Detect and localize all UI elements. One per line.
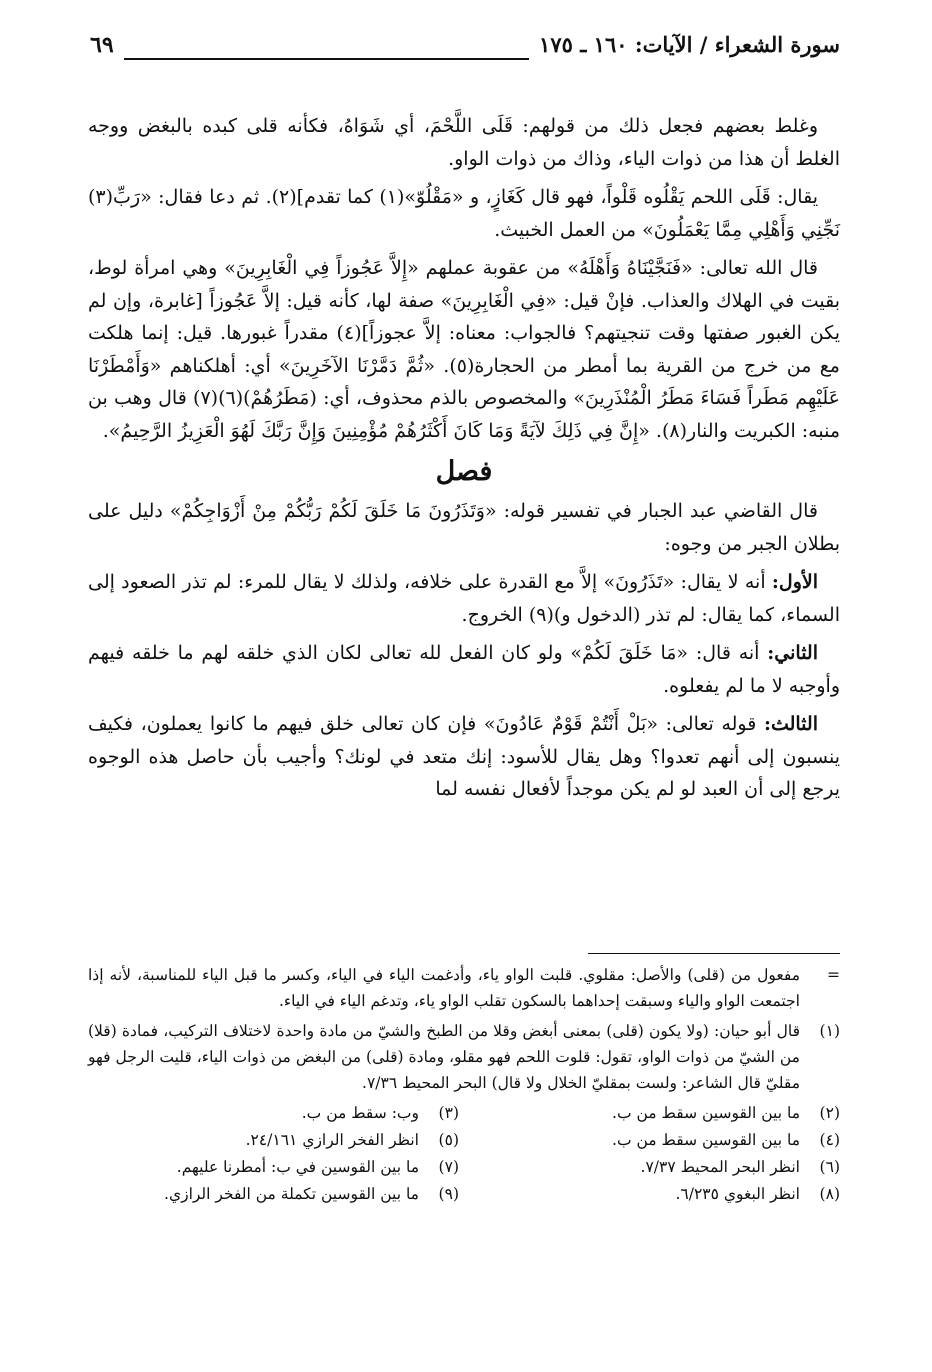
point-label-second: الثاني: <box>767 642 818 664</box>
footnote-text: ما بين القوسين تكملة من الفخر الرازي. <box>164 1185 419 1203</box>
footnote-2 <box>469 1100 840 1126</box>
footnote-text: وب: سقط من ب. <box>301 1104 419 1122</box>
footnote-text: ما بين القوسين سقط من ب. <box>612 1131 800 1149</box>
paragraph-2: يقال: قَلَى اللحم يَقْلُوه قَلْواً، فهو قال كَغَازٍ، و «مَقْلُوّ»(١) كما تقدم](٢). ثم دعا فقال: «رَبِّ(٣) نَجِّنِي وَأَهْلِي مِمَّا يَعْمَلُونَ» من العمل الخبيث. <box>88 186 840 241</box>
point-text-first: أنه لا يقال: «تَذَرُونَ» إلاَّ مع القدرة على خلافه، ولذلك لا يقال للمرء: لم تذر الصعود إلى السماء، كما يقال: لم تذر (الدخول و)(٩) الخروج. <box>88 571 840 626</box>
footnote-9 <box>88 1181 459 1207</box>
section-heading: فصل <box>435 456 493 487</box>
footnote-continuation <box>88 962 840 1014</box>
footnote-8 <box>469 1181 840 1207</box>
footnote-7 <box>88 1154 459 1180</box>
point-text-third: قوله تعالى: «بَلْ أَنْتُمْ قَوْمٌ عَادُونَ» فإن كان تعالى خلق فيهم ما كانوا يعملون، فكيف ينسبون إلى أنهم تعدوا؟ وهل يقال للأسود: إنك متعد في لونك؟ وأجيب بأن حاصل هذه الوجوه يرجع إلى أن العبد لو لم يكن موجداً لأفعال نفسه لما <box>88 713 840 800</box>
paragraph-7 <box>88 708 840 806</box>
footnote-text: انظر الفخر الرازي ٢٤/١٦١. <box>245 1131 419 1149</box>
footnote-mark: (٦) <box>819 1158 840 1176</box>
paragraph-3: قال الله تعالى: «فَنَجَّيْنَاهُ وَأَهْلَهُ» من عقوبة عملهم «إِلاَّ عَجُوزاً فِي الْغَابِرِينَ» وهي امرأة لوط، بقيت في الهلاك والعذاب. فإنْ قيل: «فِي الْغَابِرِينَ» صفة لها، كأنه قيل: إلاَّ عَجُوزاً [غابرة، وإن لم يكن الغبور صفتها وقت تنجيتهم؟ فالجواب: معناه: إلاَّ عجوزاً](٤) مقدراً غبورها. قيل: إنما هلكت مع من خرج من القرية بما أمطر من الحجارة(٥). «ثُمَّ دَمَّرْنَا الآخَرِينَ» أي: أهلكناهم «وَأَمْطَرْنَا عَلَيْهِم مَطَراً فَسَاءَ مَطَرُ الْمُنْذَرِينَ» والمخصوص بالذم محذوف، أي: (مَطَرُهُمْ)(٦)(٧) قال وهب بن منبه: الكبريت والنار(٨). «إِنَّ فِي ذَلِكَ لآيَةً وَمَا كَانَ أَكْثَرُهُمْ مُؤْمِنِينَ وَإِنَّ رَبَّكَ لَهُوَ الْعَزِيزُ الرَّحِيمُ». <box>88 257 840 442</box>
footnote-mark: (٤) <box>819 1131 840 1149</box>
footnote-text: ما بين القوسين في ب: أمطرنا عليهم. <box>176 1158 419 1176</box>
point-text-second: أنه قال: «مَا خَلَقَ لَكُمْ» ولو كان الفعل لله تعالى لكان الذي خلقه لهم ما خلقه فيهم وأوجبه لا ما لم يفعلوه. <box>88 642 840 697</box>
footnote-mark: (٨) <box>819 1185 840 1203</box>
running-header <box>90 30 840 64</box>
footnote-text: قال أبو حيان: (ولا يكون (قلى) بمعنى أبغض وقلا من الطبخ والشيّ من مادة واحدة لاختلاف التركيب، فمادة (قلا) من الشيّ من ذوات الواو، تقول: قلوت اللحم فهو مقلو، ومادة (قلى) من البغض من ذوات الياء، قليت الرجل فهو مقليّ قال الشاعر: ولست بمقليّ الخلال ولا قال) البحر المحيط ٧/٣٦. <box>88 1022 800 1092</box>
footnote-separator <box>588 953 840 954</box>
footnote-grid <box>88 1100 840 1207</box>
footnote-mark: (١) <box>819 1022 840 1040</box>
footnote-text: انظر البحر المحيط ٧/٣٧. <box>640 1158 800 1176</box>
main-text <box>88 110 840 812</box>
paragraph-6 <box>88 637 840 702</box>
footnote-4 <box>469 1127 840 1153</box>
footnote-text: ما بين القوسين سقط من ب. <box>612 1104 800 1122</box>
footnote-mark: (٩) <box>438 1185 459 1203</box>
paragraph-5 <box>88 566 840 631</box>
footnote-mark: (٣) <box>438 1104 459 1122</box>
footnote-3 <box>88 1100 459 1126</box>
footnote-text: مفعول من (قلى) والأصل: مقلوي. قلبت الواو ياء، وأدغمت الياء في الياء، وكسر ما قبل الياء للمناسبة، لأنه إذا اجتمعت الواو والياء وسبقت إحداهما بالسكون تقلب الواو ياء، وتدغم الياء في الياء. <box>88 966 800 1010</box>
footnote-mark: (٧) <box>438 1158 459 1176</box>
footnote-mark: (٥) <box>438 1131 459 1149</box>
footnote-5 <box>88 1127 459 1153</box>
footnote-mark: = <box>827 966 840 984</box>
footnote-text: انظر البغوي ٦/٢٣٥. <box>675 1185 800 1203</box>
page-number: ٦٩ <box>90 30 124 60</box>
point-label-first: الأول: <box>771 571 818 593</box>
paragraph-1: وغلط بعضهم فجعل ذلك من قولهم: قَلَى اللَّحْمَ، أي شَوَاهُ، فكأنه قلى كبده بالبغض ووجه الغلط أن هذا من ذوات الياء، وذاك من ذوات الواو. <box>88 115 840 170</box>
paragraph-4: قال القاضي عبد الجبار في تفسير قوله: «وَتَذَرُونَ مَا خَلَقَ لَكُمْ رَبُّكُمْ مِنْ أَزْوَاجِكُمْ» دليل على بطلان الجبر من وجوه: <box>88 500 840 555</box>
footnote-mark: (٢) <box>819 1104 840 1122</box>
footnotes <box>88 962 840 1207</box>
point-label-third: الثالث: <box>763 713 818 735</box>
header-title: سورة الشعراء / الآيات: ١٦٠ ـ ١٧٥ <box>529 30 840 60</box>
footnote-1 <box>88 1018 840 1096</box>
footnote-6 <box>469 1154 840 1180</box>
